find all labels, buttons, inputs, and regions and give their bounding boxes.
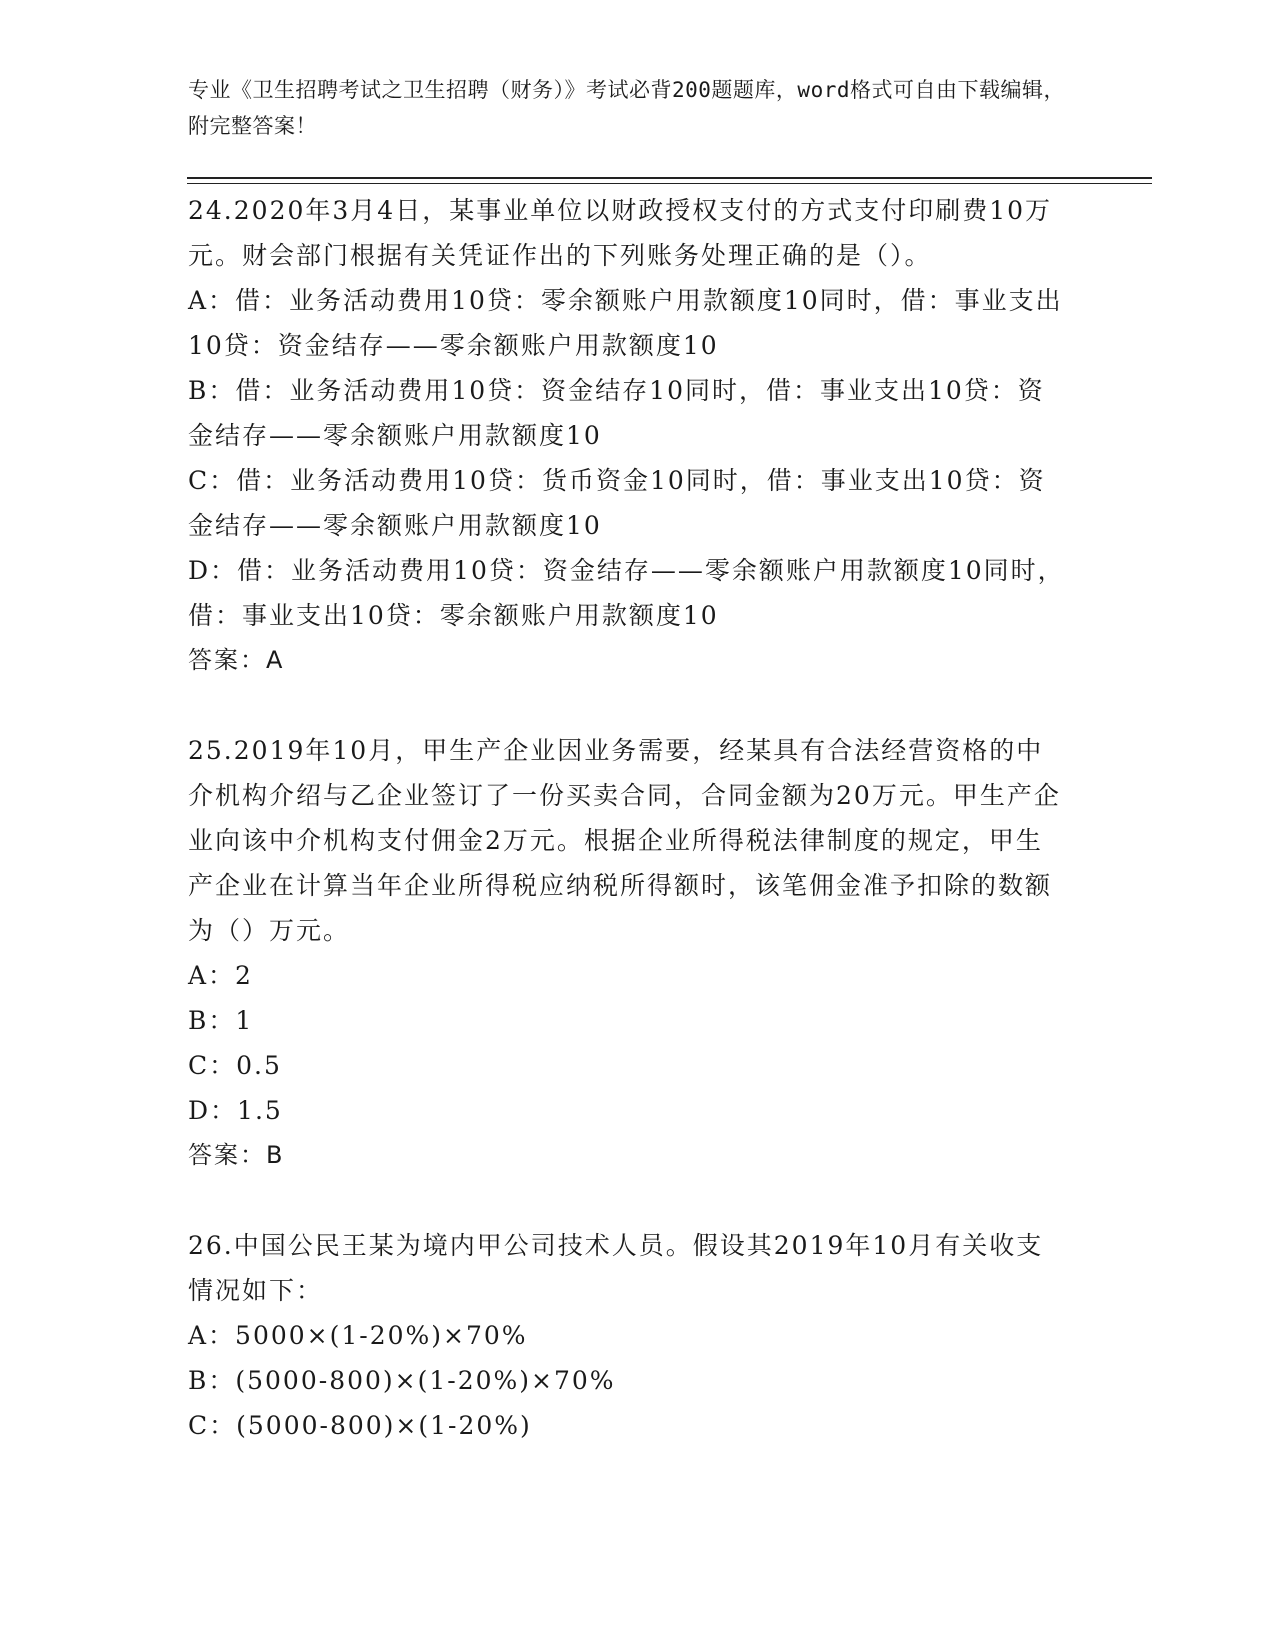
option-c: C：(5000-800)×(1-20%) xyxy=(188,1411,532,1440)
option-b: B：借：业务活动费用10贷：资金结存10同时，借：事业支出10贷：资金结存——零余额账户用款额度10 xyxy=(188,376,1045,450)
header-divider-thin xyxy=(187,183,1152,184)
option-b: B：1 xyxy=(188,1006,254,1035)
answer: 答案：B xyxy=(188,1141,285,1169)
option-a: A：借：业务活动费用10贷：零余额账户用款额度10同时，借：事业支出10贷：资金结存——零余额账户用款额度10 xyxy=(188,286,1063,360)
option-c: C：借：业务活动费用10贷：货币资金10同时，借：事业支出10贷：资金结存——零余额账户用款额度10 xyxy=(188,466,1046,540)
question-26 xyxy=(188,1223,1068,1448)
question-list xyxy=(188,188,1068,1493)
option-c: C：0.5 xyxy=(188,1051,282,1080)
question-text: 25.2019年10月，甲生产企业因业务需要，经某具有合法经营资格的中介机构介绍与乙企业签订了一份买卖合同，合同金额为20万元。甲生产企业向该中介机构支付佣金2万元。根据企业所得税法律制度的规定，甲生产企业在计算当年企业所得税应纳税所得额时，该笔佣金准予扣除的数额为（）万元。 xyxy=(188,736,1061,945)
option-a: A：5000×(1-20%)×70% xyxy=(188,1321,528,1350)
option-b: B：(5000-800)×(1-20%)×70% xyxy=(188,1366,616,1395)
header-divider-thick xyxy=(187,177,1152,179)
option-d: D：借：业务活动费用10贷：资金结存——零余额账户用款额度10同时，借：事业支出10贷：零余额账户用款额度10 xyxy=(188,556,1065,630)
option-d: D：1.5 xyxy=(188,1096,283,1125)
question-24 xyxy=(188,188,1068,683)
question-25 xyxy=(188,728,1068,1178)
option-a: A：2 xyxy=(188,961,253,990)
question-text: 26.中国公民王某为境内甲公司技术人员。假设其2019年10月有关收支情况如下： xyxy=(188,1231,1044,1305)
document-header: 专业《卫生招聘考试之卫生招聘（财务）》考试必背200题题库，word格式可自由下载编辑，附完整答案！ xyxy=(188,78,1065,138)
question-text: 24.2020年3月4日，某事业单位以财政授权支付的方式支付印刷费10万元。财会部门根据有关凭证作出的下列账务处理正确的是（）。 xyxy=(188,196,1053,270)
answer: 答案：A xyxy=(188,646,285,674)
